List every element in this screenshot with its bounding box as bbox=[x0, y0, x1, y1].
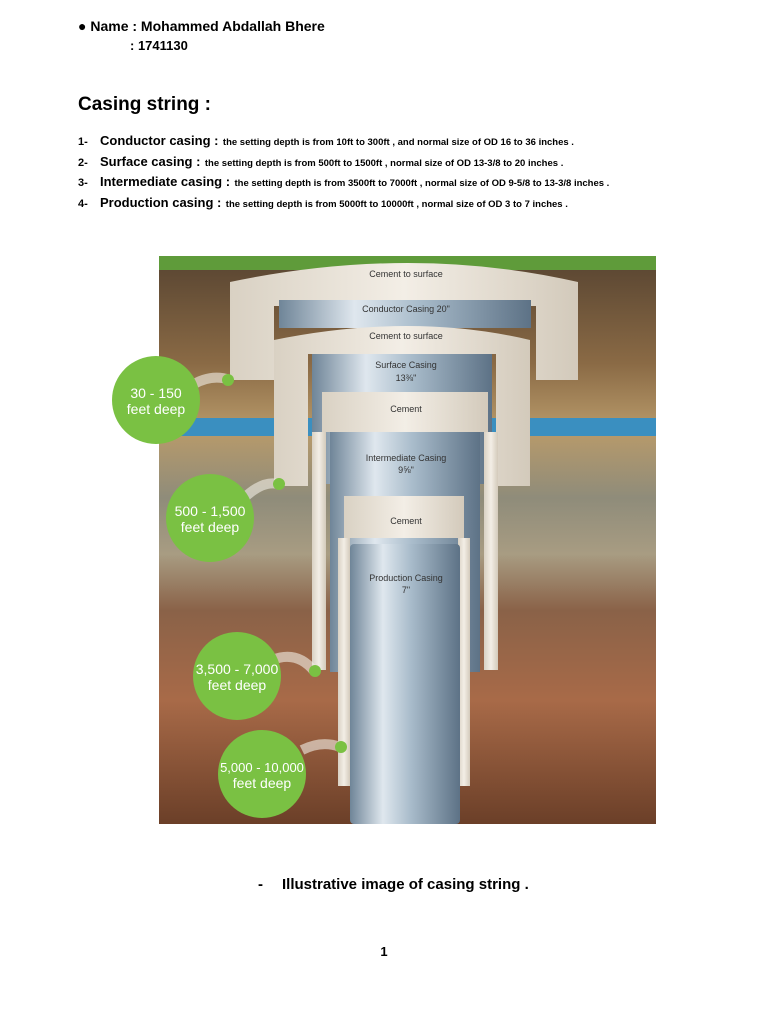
list-item bbox=[78, 194, 758, 215]
list-item bbox=[78, 132, 758, 153]
student-name bbox=[78, 18, 325, 34]
label-production-casing: Production Casing bbox=[369, 573, 443, 583]
depth-badge-unit: feet deep bbox=[207, 677, 267, 693]
depth-badge-unit: feet deep bbox=[232, 775, 292, 791]
list-number: 2- bbox=[78, 156, 88, 169]
section-heading: Casing string : bbox=[78, 94, 212, 115]
label-cement-to-surface-2: Cement to surface bbox=[369, 331, 443, 341]
list-description: the setting depth is from 500ft to 1500ft , normal size of OD 13-3/8 to 20 inches . bbox=[204, 157, 564, 169]
list-item bbox=[78, 153, 758, 174]
caption-text: Illustrative image of casing string . bbox=[282, 876, 529, 893]
list-item bbox=[78, 173, 758, 194]
student-id: : 1741130 bbox=[130, 38, 188, 53]
depth-badge-unit: feet deep bbox=[180, 519, 240, 535]
list-term: Conductor casing : bbox=[100, 133, 219, 148]
depth-marker-dot bbox=[222, 374, 234, 386]
label-production-size: 7" bbox=[401, 585, 411, 595]
label-cement-2: Cement bbox=[390, 516, 422, 526]
list-term: Surface casing : bbox=[100, 153, 201, 169]
label-intermediate-size: 9⅝" bbox=[398, 465, 414, 475]
depth-badge-unit: feet deep bbox=[126, 401, 186, 417]
list-term: Intermediate casing : bbox=[100, 174, 231, 189]
bullet-icon: ● bbox=[78, 18, 87, 34]
casing-list bbox=[78, 132, 758, 214]
depth-marker-dot bbox=[335, 741, 347, 753]
depth-marker-dot bbox=[273, 478, 285, 490]
depth-badge-range: 500 - 1,500 bbox=[174, 503, 246, 519]
list-description: the setting depth is from 3500ft to 7000ft , normal size of OD 9-5/8 to 13-3/8 inches . bbox=[234, 178, 610, 189]
intermediate-cement-left bbox=[312, 432, 326, 670]
label-conductor-casing: Conductor Casing 20" bbox=[362, 304, 450, 314]
list-number: 3- bbox=[78, 177, 88, 189]
list-description: the setting depth is from 10ft to 300ft , and normal size of OD 16 to 36 inches . bbox=[222, 137, 574, 148]
label-intermediate-casing: Intermediate Casing bbox=[365, 453, 447, 463]
student-name-text: Name : Mohammed Abdallah Bhere bbox=[90, 18, 325, 34]
list-number: 4- bbox=[78, 197, 88, 210]
label-cement-to-surface-1: Cement to surface bbox=[369, 269, 443, 279]
depth-badge-range: 3,500 - 7,000 bbox=[195, 661, 279, 677]
label-cement-1: Cement bbox=[390, 404, 422, 414]
list-term: Production casing : bbox=[100, 194, 222, 210]
depth-marker-dot bbox=[309, 665, 321, 677]
page-number: 1 bbox=[380, 944, 388, 959]
intermediate-cement-right bbox=[484, 432, 498, 670]
list-number: 1- bbox=[78, 136, 88, 148]
list-description: the setting depth is from 5000ft to 10000ft , normal size of OD 3 to 7 inches . bbox=[225, 198, 568, 210]
casing-string-illustration bbox=[112, 250, 658, 830]
label-surface-casing: Surface Casing bbox=[375, 360, 437, 370]
depth-badge-range: 30 - 150 bbox=[130, 385, 182, 401]
label-surface-size: 13⅜" bbox=[395, 373, 417, 383]
casing-diagram-svg bbox=[112, 250, 658, 830]
caption-dash: - bbox=[258, 876, 263, 893]
figure-caption bbox=[258, 876, 529, 893]
depth-badge-range: 5,000 - 10,000 bbox=[220, 760, 304, 775]
